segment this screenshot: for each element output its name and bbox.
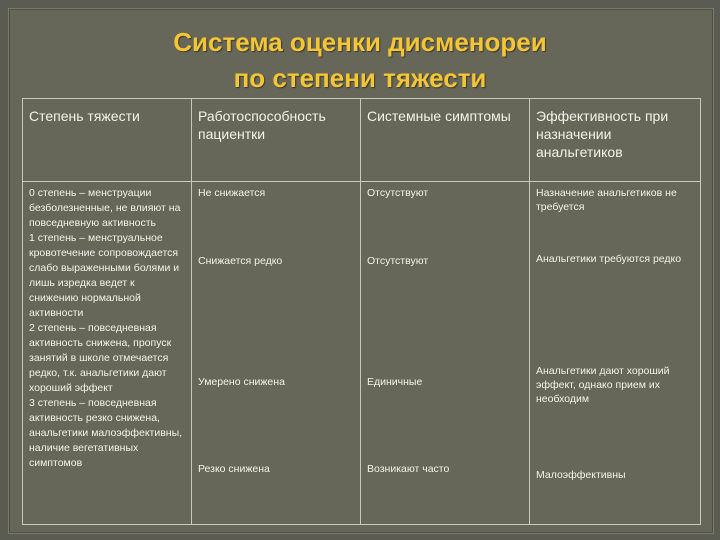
efficacy-degree-2: Анальгетики дают хороший эффект, однако прием их необходим: [536, 365, 670, 405]
degree-1-text: 1 степень – менструальное кровотечение сопровождается слабо выраженными болями и лишь изредка ведет к снижению нормальной активности: [29, 232, 180, 319]
efficacy-degree-0: Назначение анальгетиков не требуется: [536, 187, 677, 213]
efficacy-degree-3: Малоэффективны: [536, 469, 626, 481]
dysmenorrhea-severity-table: [22, 98, 701, 525]
symptoms-degree-3: Возникают часто: [367, 463, 450, 475]
systemic-symptoms-column-cell: [361, 182, 530, 525]
severity-column-cell: [23, 182, 192, 525]
header-severity: Степень тяжести: [23, 99, 192, 182]
analgesic-efficacy-column-cell: [530, 182, 701, 525]
degree-2-text: 2 степень – повседневная активность снижена, пропуск занятий в школе отмечается редко, т.к. анальгетики дают хороший эффект: [29, 322, 172, 394]
table-body-row: [23, 182, 701, 525]
work-capacity-degree-0: Не снижается: [198, 187, 266, 199]
symptoms-degree-1: Отсутствуют: [367, 255, 429, 267]
work-capacity-column-cell: [192, 182, 361, 525]
slide-title: [0, 24, 720, 96]
title-line-2: по степени тяжести: [233, 63, 487, 93]
work-capacity-degree-3: Резко снижена: [198, 463, 270, 475]
table-header-row: [23, 99, 701, 182]
degree-3-text: 3 степень – повседневная активность резко снижена, анальгетики малоэффективны, наличие вегетативных симптомов: [29, 397, 183, 469]
header-work-capacity: Работоспособность пациентки: [192, 99, 361, 182]
degree-0-text: 0 степень – менструации безболезненные, не влияют на повседневную активность: [29, 187, 181, 229]
symptoms-degree-2: Единичные: [367, 376, 423, 388]
symptoms-degree-0: Отсутствуют: [367, 187, 429, 199]
efficacy-degree-1: Анальгетики требуются редко: [536, 253, 682, 265]
header-analgesic-efficacy: Эффективность при назначении анальгетиков: [530, 99, 701, 182]
header-systemic-symptoms: Системные симптомы: [361, 99, 530, 182]
work-capacity-degree-2: Умерено снижена: [198, 376, 285, 388]
title-line-1: Система оценки дисменореи: [173, 27, 547, 57]
work-capacity-degree-1: Снижается редко: [198, 255, 283, 267]
